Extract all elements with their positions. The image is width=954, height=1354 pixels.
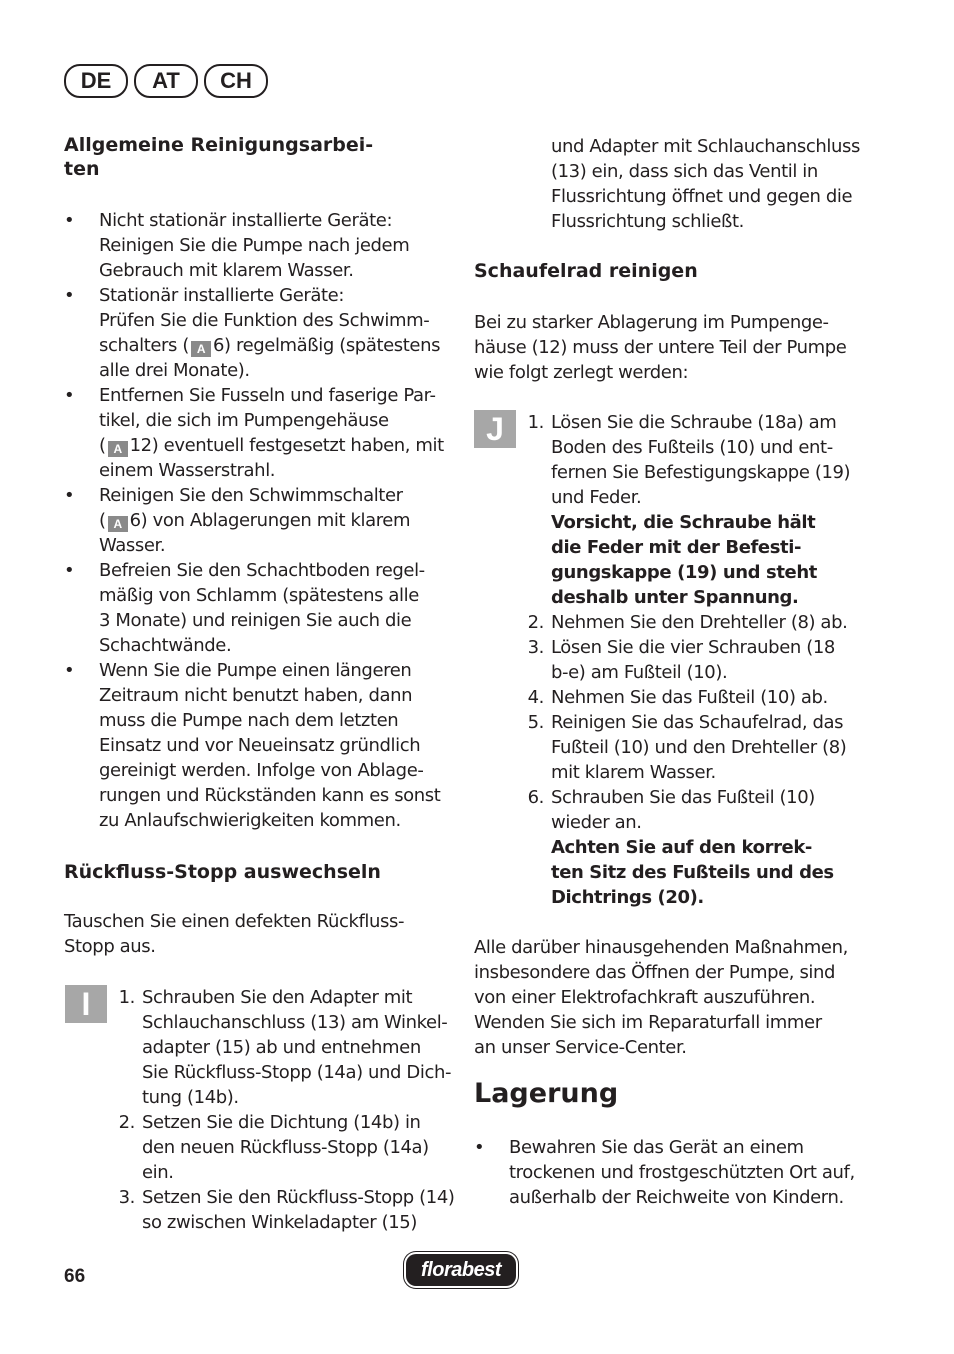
storage-list (474, 1135, 874, 1210)
heading-backflow-stop: Rückfluss-Stopp auswechseln (64, 861, 381, 883)
list-item: • Wenn Sie die Pumpe einen längeren Zeitraum nicht benutzt haben, dann muss die Pumpe nach dem letzten Einsatz und vor Neueinsatz gründlich gereinigt werden. Infolge von Ablage- rungen und Rückständen kann es sonst zu Anlaufschwierigkeiten kommen. (64, 658, 454, 833)
list-item: 1. Schrauben Sie den Adapter mit Schlauchanschluss (13) am Winkel- adapter (15) ab und entnehmen Sie Rückfluss-Stopp (14a) und Dich- tung (14b). (118, 987, 452, 1108)
heading-impeller-cleaning: Schaufelrad reinigen (474, 260, 698, 282)
backflow-steps (111, 985, 456, 1235)
list-item: 1. Lösen Sie die Schraube (18a) am Boden des Fußteils (10) und ent- fernen Sie Befestigungskappe (19) und Feder. Vorsicht, die Schraube hält die Feder mit der Befesti- gungskappe (19) und steht deshalb unter Spannung. (520, 410, 875, 610)
list-item: • Befreien Sie den Schachtboden regel- mäßig von Schlamm (spätestens alle 3 Monate) und reinigen Sie auch die Schachtwände. (64, 558, 454, 658)
list-item: 3. Lösen Sie die vier Schrauben (18 b-e) am Fußteil (10). (527, 637, 835, 683)
impeller-intro: Bei zu starker Ablagerung im Pumpenge- häuse (12) muss der untere Teil der Pumpe wie folgt zerlegt werden: (474, 312, 847, 383)
list-item: 2. Setzen Sie die Dichtung (14b) in den neuen Rückfluss-Stopp (14a) ein. (118, 1112, 429, 1183)
step-label-j: J (474, 410, 516, 448)
country-tag-ch: CH (204, 64, 268, 98)
impeller-steps (520, 410, 875, 910)
heading-storage: Lagerung (474, 1078, 619, 1109)
list-item: • Reinigen Sie den Schwimmschalter ( A 6) von Ablagerungen mit klarem Wasser. (64, 483, 454, 558)
backflow-intro: Tauschen Sie einen defekten Rückfluss- Stopp aus. (64, 911, 405, 957)
list-item: 4. Nehmen Sie das Fußteil (10) ab. (527, 687, 828, 708)
figure-a-icon: A (191, 341, 211, 357)
list-item: • Stationär installierte Geräte: Prüfen Sie die Funktion des Schwimm- schalters ( A 6) regelmäßig (spätestens alle drei Monate). (64, 283, 454, 383)
page-number: 66 (64, 1266, 86, 1287)
list-item: 6. Schrauben Sie das Fußteil (10) wieder an. Achten Sie auf den korrek- ten Sitz des Fußteils und des Dichtrings (20). (520, 785, 875, 910)
country-tag-at: AT (134, 64, 198, 98)
impeller-outro: Alle darüber hinausgehenden Maßnahmen, insbesondere das Öffnen der Pumpe, sind von einer Elektrofachkraft auszuführen. Wenden Sie sich im Reparaturfall immer an unser Service-Center. (474, 937, 848, 1058)
list-item: • Nicht stationär installierte Geräte: Reinigen Sie die Pumpe nach jedem Gebrauch mit klarem Wasser. (64, 208, 454, 283)
country-tag-de: DE (64, 64, 128, 98)
warning-text: Vorsicht, die Schraube hält die Feder mit der Befesti- gungskappe (19) und steht deshalb unter Spannung. (551, 512, 817, 608)
figure-a-icon: A (108, 516, 128, 532)
figure-a-icon: A (108, 441, 128, 457)
warning-text: Achten Sie auf den korrek- ten Sitz des Fußteils und des Dichtrings (20). (551, 837, 834, 908)
backflow-continuation: und Adapter mit Schlauchanschluss (13) ein, dass sich das Ventil in Flussrichtung öffnet und gegen die Flussrichtung schließt. (551, 136, 860, 232)
list-item: • Bewahren Sie das Gerät an einem trockenen und frostgeschützten Ort auf, außerhalb der Reichweite von Kindern. (474, 1135, 874, 1210)
general-cleaning-list (64, 208, 454, 833)
list-item: 2. Nehmen Sie den Drehteller (8) ab. (527, 612, 848, 633)
country-tags (64, 64, 268, 98)
heading-general-cleaning: Allgemeine Reinigungsarbei- ten (64, 134, 374, 180)
list-item: 3. Setzen Sie den Rückfluss-Stopp (14) so zwischen Winkeladapter (15) (118, 1187, 455, 1233)
step-label-i: I (65, 985, 107, 1023)
list-item: 5. Reinigen Sie das Schaufelrad, das Fußteil (10) und den Drehteller (8) mit klarem Wasser. (527, 712, 847, 783)
list-item: • Entfernen Sie Fusseln und faserige Par- tikel, die sich im Pumpengehäuse ( A 12) eventuell festgesetzt haben, mit einem Wasserstrahl. (64, 383, 454, 483)
brand-logo: florabest (406, 1254, 516, 1286)
